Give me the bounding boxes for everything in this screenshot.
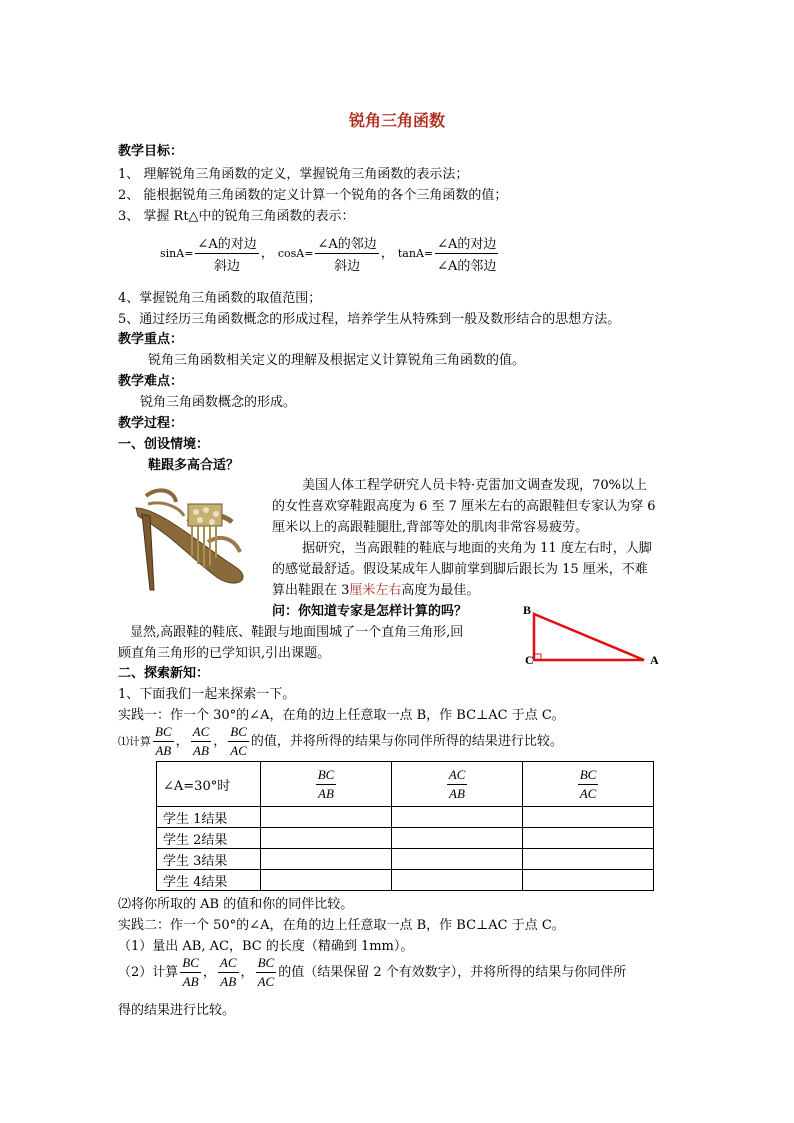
practice-2: 实践二：作一个 50°的∠A，在角的边上任意取一点 B，作 BC⊥AC 于点 C。 [118,918,565,933]
study-paragraph-line: 的女性喜欢穿鞋跟高度为 6 至 7 厘米左右的高跟鞋但专家认为穿 6 [272,499,656,514]
measure-instruction: （1）量出 AB, AC，BC 的长度（精确到 1mm）。 [118,939,414,954]
objective-1: 1、 理解锐角三角函数的定义，掌握锐角三角函数的表示法； [118,167,469,182]
study-paragraph-line: 厘米以上的高跟鞋腿肚,背部等处的肌肉非常容易疲劳。 [272,520,589,535]
section-2-heading: 二、探索新知： [118,666,210,681]
calc-2-continued: 得的结果进行比较。 [118,1003,236,1018]
key-points-text: 锐角三角函数相关定义的理解及根据定义计算锐角三角函数的值。 [148,353,526,368]
vertex-label-b: B [523,603,532,617]
research-paragraph-line: 据研究，当高跟鞋的鞋底与地面的夹角为 11 度左右时，人脚 [302,541,652,556]
table-corner-cell: ∠A=30°时 [157,762,261,807]
table-header-cell: $\frac{AC}{AB}$ [392,762,523,807]
section-1-heading: 一、创设情境： [118,437,210,452]
vertex-label-a: A [650,653,659,667]
explore-intro: 1、下面我们一起来探索一下。 [118,687,296,702]
table-row: 学生 4结果 [157,870,654,891]
intro-paragraph-line: 显然,高跟鞋的鞋底、鞋跟与地面围城了一个直角三角形,回 [130,625,464,640]
tan-fraction: $\frac{\text{∠A的对边}}{\text{∠A的邻边}}$ [435,233,498,274]
research-paragraph-line: 的感觉最舒适。假设某成年人脚前掌到脚后跟长为 15 厘米，不难 [272,562,648,577]
table-header-cell: $\frac{BC}{AB}$ [261,762,392,807]
high-heel-shoe-illustration [128,482,262,594]
sin-fraction: $\frac{\text{∠A的对边}}{\text{斜边}}$ [195,233,258,274]
page-title: 锐角三角函数 [348,111,445,130]
objective-3: 3、 掌握 Rt△中的锐角三角函数的表示： [118,209,355,224]
process-heading: 教学过程： [118,416,184,431]
table-row: 学生 3结果 [157,849,654,870]
objectives-heading: 教学目标： [118,144,184,159]
trig-definition-formula: sinA= $\frac{\text{∠A的对边}}{\text{斜边}}$ ， cosA= $\frac{\text{∠A的邻边}}{\text{斜边}}$ ， tanA= $\frac{\text{∠A的对边}}{\text{∠A的邻边}}$ [160,233,500,274]
expert-question: 问：你知道专家是怎样计算的吗？ [272,604,468,619]
calc-2-instruction: （2）计算 $\frac{BC}{AB}$ ， $\frac{AC}{AB}$ ， $\frac{BC}{AC}$ 的值（结果保留 2 个有效数字），并将所得的结果与你同伴所 [118,955,627,989]
highlighted-height: 厘米左右 [349,583,402,598]
table-row: 学生 1结果 [157,807,654,828]
calc-1-instruction: ⑴计算 $\frac{BC}{AB}$ ， $\frac{AC}{AB}$ ， $\frac{BC}{AC}$ 的值，并将所得的结果与你同伴所得的结果进行比较。 [118,724,563,758]
tan-label: tanA= [397,247,434,260]
results-table [156,761,654,891]
table-row: 学生 2结果 [157,828,654,849]
difficulty-heading: 教学难点： [118,374,184,389]
right-triangle-diagram [520,600,670,672]
shoe-question-heading: 鞋跟多高合适？ [148,458,240,473]
objective-5: 5、通过经历三角函数概念的形成过程，培养学生从特殊到一般及数形结合的思想方法。 [118,312,621,327]
vertex-label-c: C [525,653,534,667]
intro-paragraph-line: 顾直角三角形的已学知识,引出课题。 [118,646,331,661]
sin-label: sinA= [160,247,194,260]
cos-fraction: $\frac{\text{∠A的邻边}}{\text{斜边}}$ [315,233,378,274]
key-points-heading: 教学重点： [118,332,184,347]
cos-label: cosA= [277,247,314,260]
objective-4: 4、掌握锐角三角函数的取值范围； [118,291,322,306]
compare-ab: ⑵将你所取的 AB 的值和你的同伴比较。 [118,897,354,912]
table-header-cell: $\frac{BC}{AC}$ [523,762,654,807]
objective-2: 2、 能根据锐角三角函数的定义计算一个锐角的各个三角函数的值； [118,188,508,203]
study-paragraph-line: 美国人体工程学研究人员卡特·克雷加文调查发现，70%以上 [302,478,648,493]
practice-1: 实践一：作一个 30°的∠A，在角的边上任意取一点 B，作 BC⊥AC 于点 C。 [118,708,565,723]
difficulty-text: 锐角三角函数概念的形成。 [140,395,297,410]
table-header-row [157,762,654,807]
research-paragraph-line: 算出鞋跟在 3厘米左右高度为最佳。 [272,583,480,598]
